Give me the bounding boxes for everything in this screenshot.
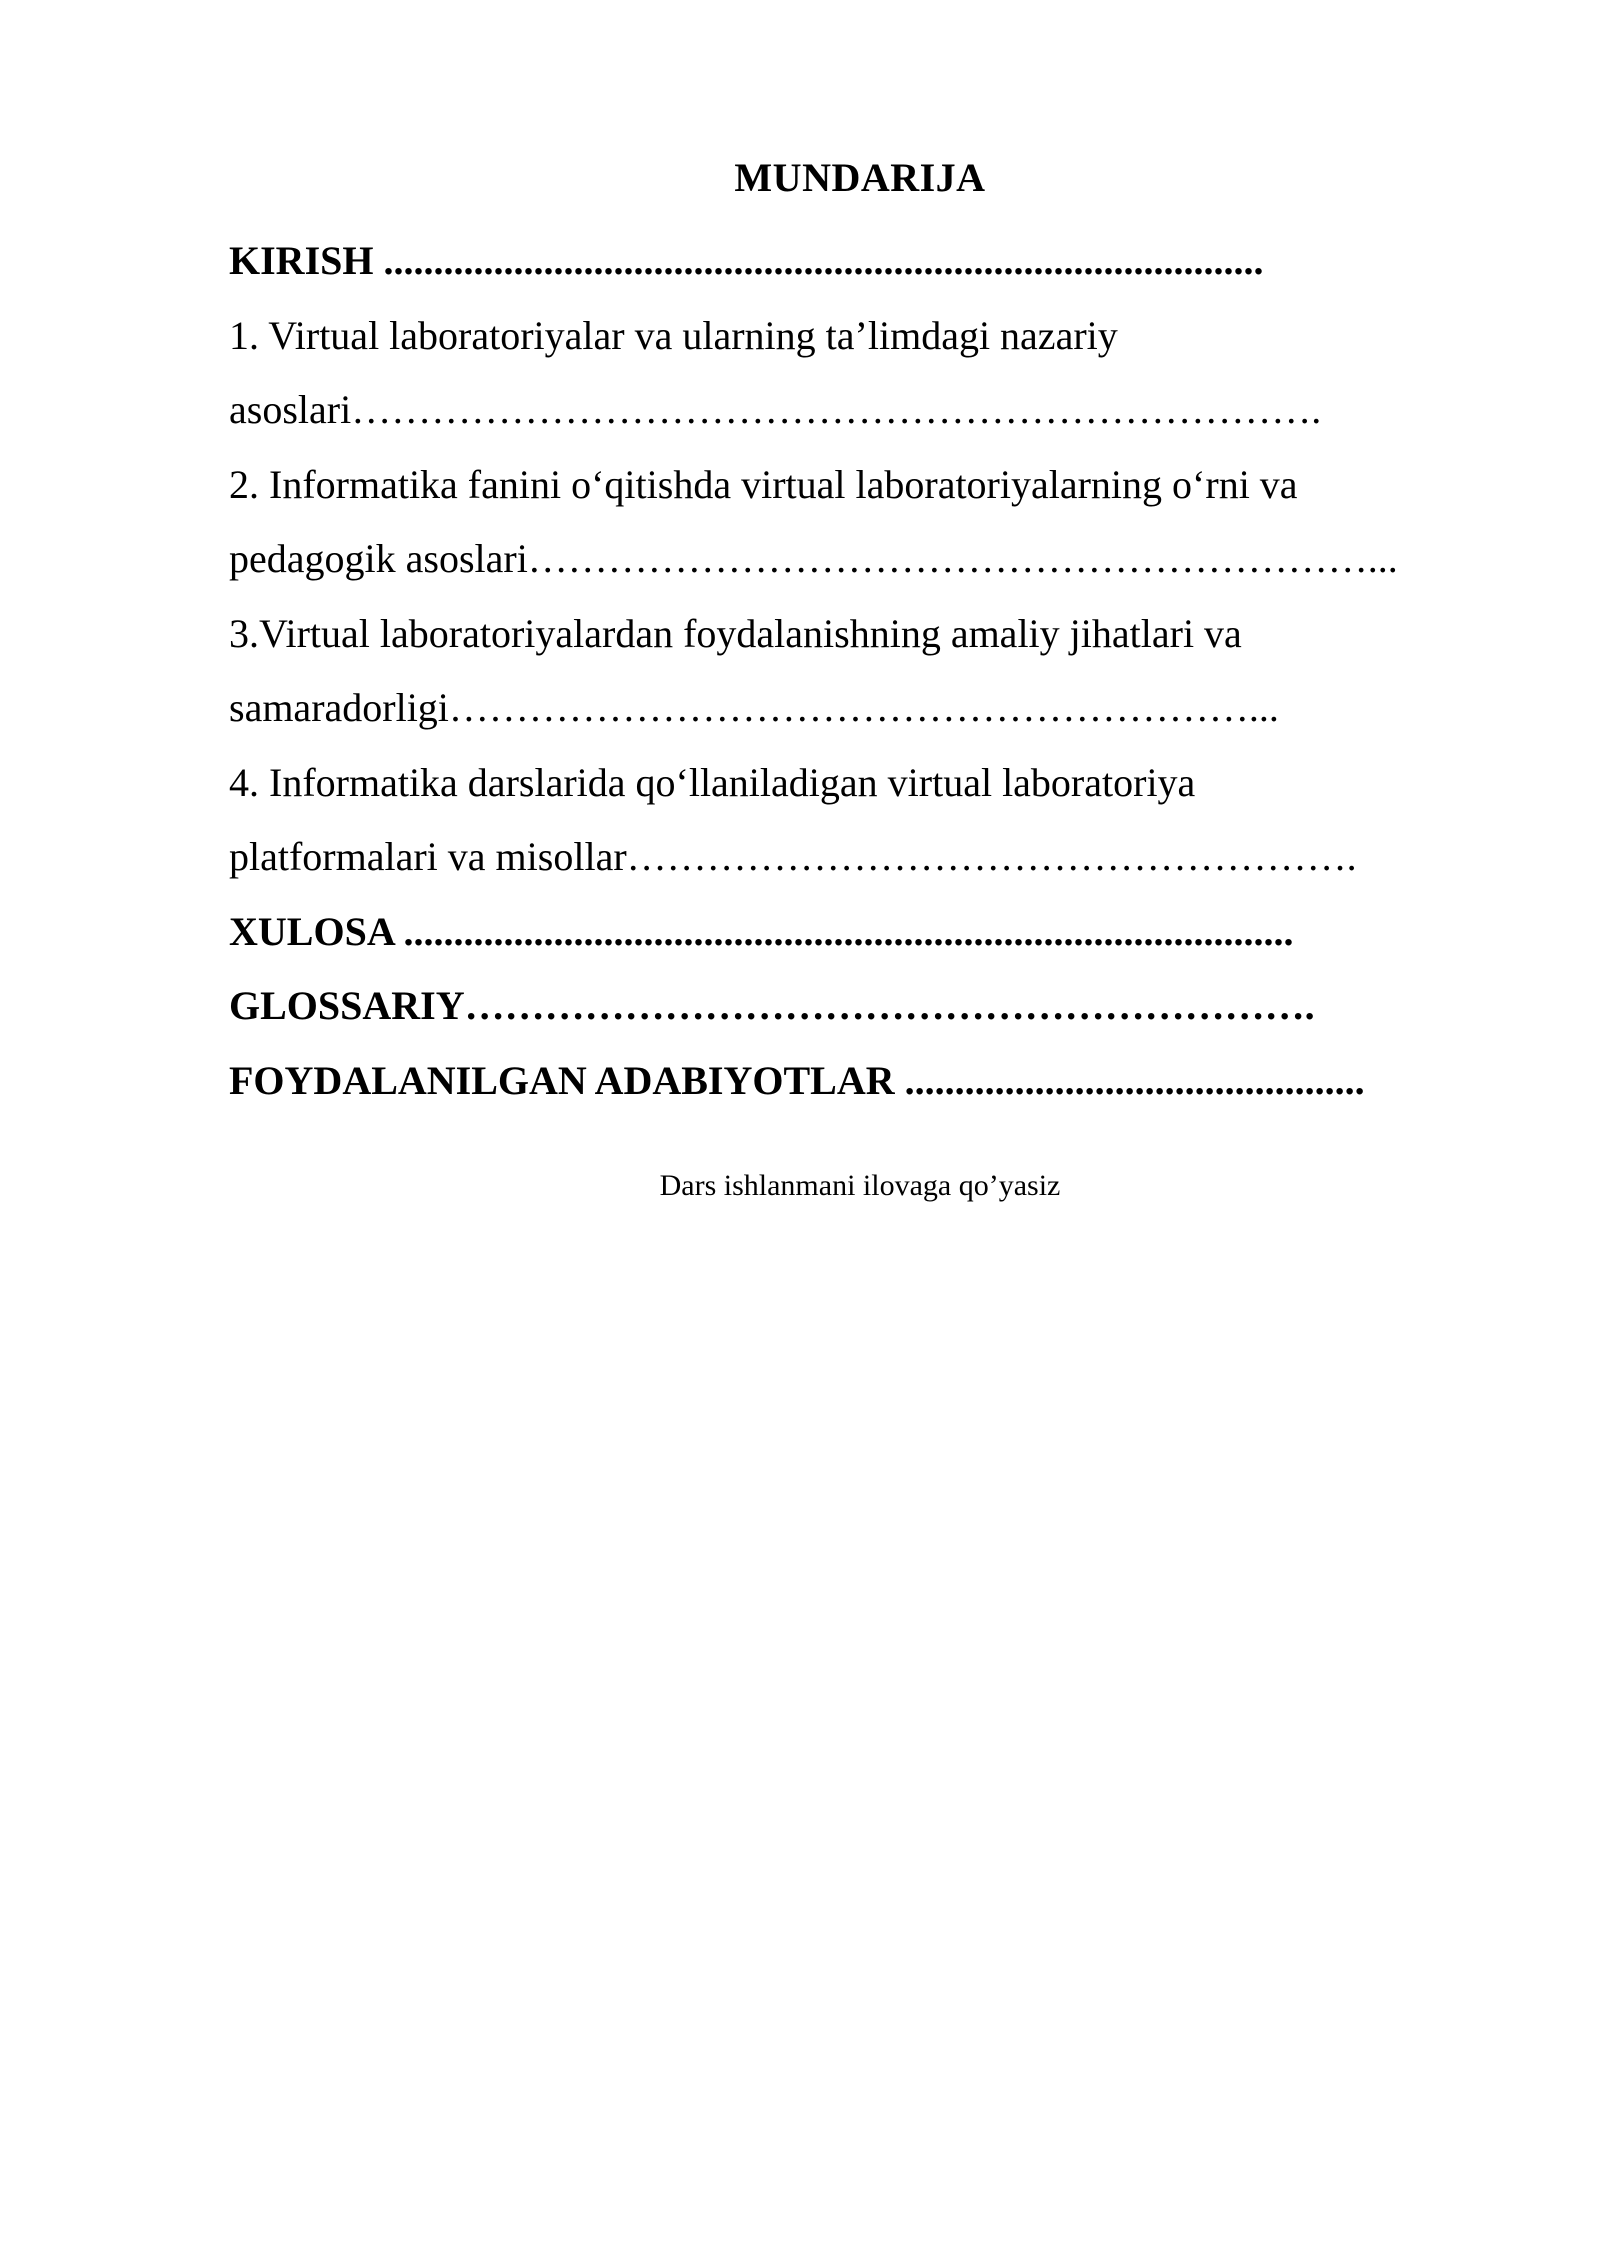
toc-entry-xulosa: XULOSA ......................................................................................... <box>229 908 1294 954</box>
toc-entry-adabiyotlar: FOYDALANILGAN ADABIYOTLAR .............................................. <box>229 1057 1365 1103</box>
toc-entry-1-line-1: 1. Virtual laboratoriyalar va ularning ta’limdagi nazariy <box>229 312 1118 358</box>
toc-entry-2-line-1: 2. Informatika fanini o‘qitishda virtual laboratoriyalarning o‘rni va <box>229 461 1298 507</box>
toc-entry-4-line-2: platformalari va misollar………………………………………………. <box>229 834 1357 879</box>
footer-note: Dars ishlanmani ilovaga qo’yasiz <box>659 1169 1061 1202</box>
toc-entry-glossariy: GLOSSARIY………………………………………………………. <box>229 983 1315 1028</box>
table-of-contents <box>229 224 1489 1118</box>
toc-entry-2-line-2: pedagogik asoslari………………………………………………………... <box>229 536 1398 581</box>
page-title: MUNDARIJA <box>734 155 986 200</box>
toc-entry-kirish: KIRISH ........................................................................................ <box>229 238 1264 283</box>
toc-entry-3-line-1: 3.Virtual laboratoriyalardan foydalanishning amaliy jihatlari va <box>229 610 1242 656</box>
toc-entry-4-line-1: 4. Informatika darslarida qo‘llaniladigan virtual laboratoriya <box>229 759 1196 805</box>
toc-entry-1-line-2: asoslari………………………………………………………………. <box>229 387 1322 432</box>
toc-entry-3-line-2: samaradorligi……………………………………………………... <box>229 685 1279 730</box>
